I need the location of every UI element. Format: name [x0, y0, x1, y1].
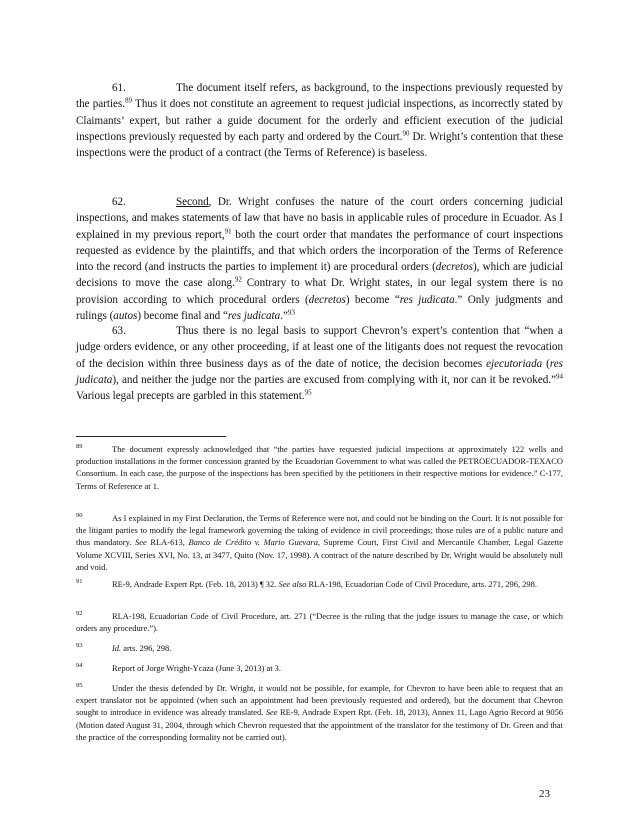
footnote-94 — [76, 662, 563, 674]
footnote-number: 90 — [76, 512, 83, 519]
footnote-90 — [76, 512, 563, 573]
footnote-number: 93 — [76, 642, 83, 649]
footnote-text: The document expressly acknowledged that “the parties have requested judicial inspections at approximately 122 wells and production installations in the former concession granted by the Ecuadorian Government to what was called the PETROECUADOR-TEXACO Consortium. In each case, the purpose of the inspections has been specified by the petitioners in their respective motions for evidence.” C-177, Terms of Reference at 1. — [76, 444, 563, 491]
footnote-93 — [76, 642, 563, 654]
footnote-91 — [76, 578, 563, 590]
footnote-92 — [76, 610, 563, 634]
footnote-number: 92 — [76, 610, 83, 617]
footnote-number: 89 — [76, 443, 83, 450]
footnote-text: RLA-198, Ecuadorian Code of Civil Procedure, art. 271 (“Decree is the ruling that the judge issues to manage the case, or which orders any procedure.”). — [76, 611, 563, 634]
page-number: 23 — [539, 788, 550, 800]
paragraph-62 — [76, 194, 563, 324]
footnote-text: Under the thesis defended by Dr. Wright, it would not be possible, for example, for Chevron to have been able to request that an expert translator not be appointed (when such an appointment had been previously requested and ordered), but the document that Chevron sought to introduce in evidence was already translated. See RE-9, Andrade Expert Rpt. (Feb. 18, 2013), Annex 11, Lago Agrio Record at 9056 (Motion dated August 31, 2004, through which Chevron requested that the appointment of the translator for the testimony of Dr. Green and that the practice of the corresponding formality not be carried out). — [76, 683, 564, 742]
footnote-text: As I explained in my First Declaration, the Terms of Reference were not, and could not be binding on the Court. It is not possible for the litigant parties to modify the legal framework governing the taking of evidence in civil proceedings; those rules are of a public nature and thus mandatory. See RLA-613, Banco de Crédito v. Mario Guevara, Supreme Court, First Civil and Mercantile Chamber, Legal Gazette Volume XCVIII, Series XVI, No. 13, at 3477, Quito (Nov. 17, 1998). A contract of the nature described by Dr. Wright would be absolutely null and void. — [76, 513, 563, 572]
footnote-number: 91 — [76, 578, 83, 585]
footnote-text: Report of Jorge Wright-Ycaza (June 3, 2013) at 3. — [112, 663, 281, 673]
paragraph-63 — [76, 323, 563, 404]
footnote-89 — [76, 443, 563, 492]
paragraph-number: 61. — [112, 82, 126, 94]
footnote-number: 95 — [76, 682, 83, 689]
footnote-text: RE-9, Andrade Expert Rpt. (Feb. 18, 2013) ¶ 32. See also RLA-198, Ecuadorian Code of Civil Procedure, arts. 271, 296, 298. — [112, 579, 537, 589]
paragraph-number: 63. — [112, 325, 126, 337]
paragraph-text: The document itself refers, as background, to the inspections previously requested by the parties.$^{89}$ Thus it does not constitute an agreement to request judicial inspections, as incorrectly stated by Claimants’ expert, but rather a guide document for the orderly and efficient execution of the judicial inspections previously requested by each party and ordered by the Court.$^{90}$ Dr. Wright’s contention that these inspections were the product of a contract (the Terms of Reference) is baseless. — [76, 82, 564, 160]
footnote-separator — [76, 436, 226, 437]
paragraph-text: Second, Dr. Wright confuses the nature of the court orders concerning judicial inspections, and makes statements of law that have no basis in applicable rules of procedure in Ecuador. As I explained in my previous report,$^{91}$ both the court order that mandates the performance of court inspections requested as evidence by the plaintiffs, and that which orders the incorporation of the Terms of Reference into the record (and instructs the parties to implement it) are procedural orders (decretos), which are judicial decisions to move the case along.$^{92}$ Contrary to what Dr. Wright states, in our legal system there is no provision according to which procedural orders (decretos) become “res judicata.” Only judgments and rulings (autos) become final and “res judicata.”$^{93}$ — [76, 196, 563, 323]
paragraph-text: Thus there is no legal basis to support Chevron’s expert’s contention that “when a judge orders evidence, or any other proceeding, if at least one of the litigants does not request the revocation of the decision within three business days as of the date of notice, the decision becomes ejecutoriada (res judicata), and neither the judge nor the parties are excused from complying with it, nor can it be revoked.”$^{94}$ Various legal precepts are garbled in this statement.$^{95}$ — [76, 325, 563, 403]
paragraph-61 — [76, 80, 563, 161]
footnote-number: 94 — [76, 662, 83, 669]
paragraph-number: 62. — [112, 196, 126, 208]
footnote-text: Id. arts. 296, 298. — [112, 643, 172, 653]
footnote-95 — [76, 682, 563, 743]
